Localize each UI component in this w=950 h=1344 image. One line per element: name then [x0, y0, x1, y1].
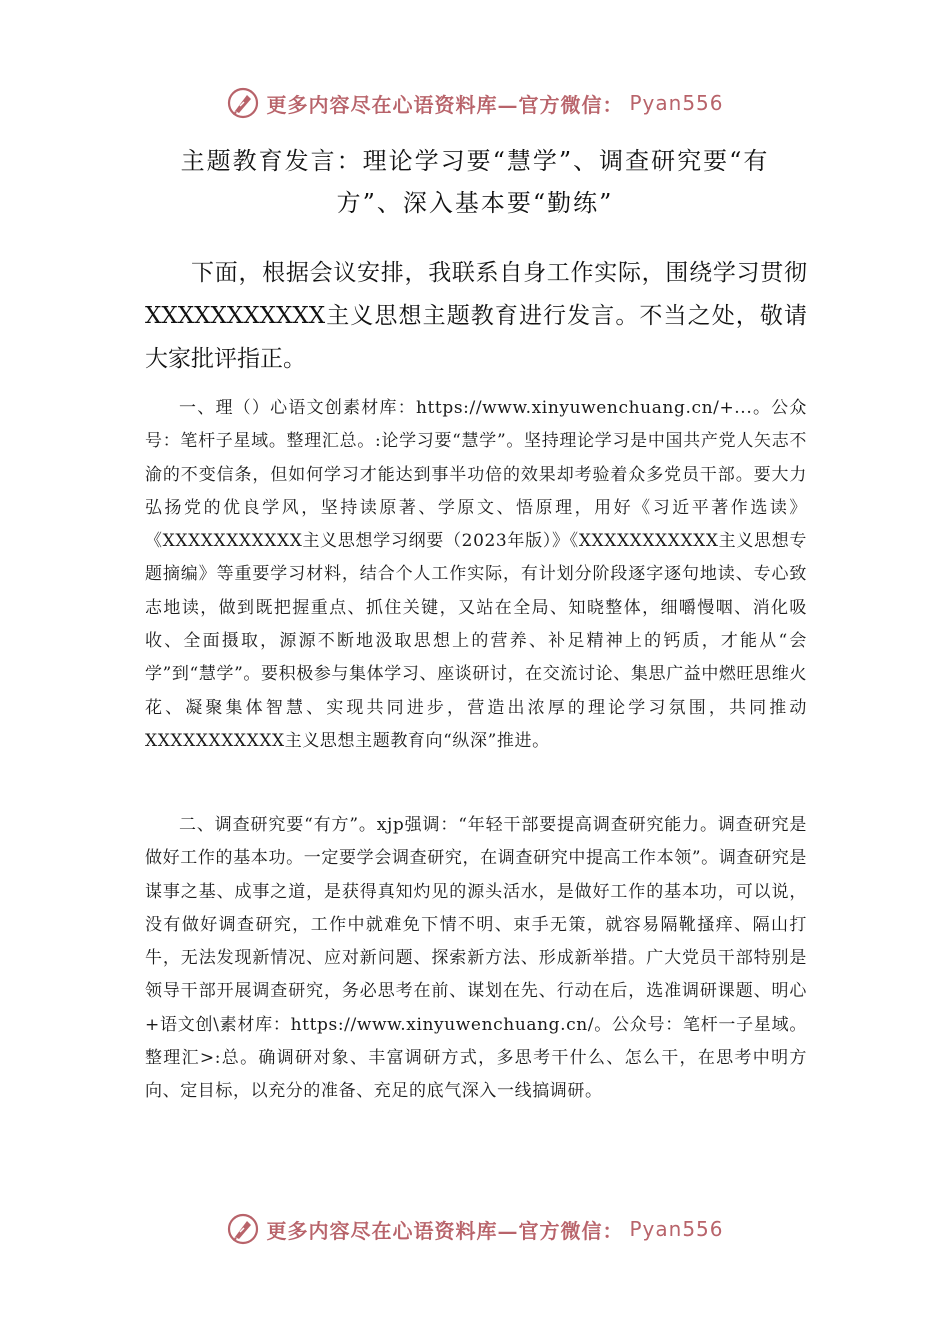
- header-banner: [0, 83, 950, 123]
- wechat-id: Pyan556: [629, 91, 724, 115]
- body-paragraph-2: 二、调查研究要“有方”。xjp强调：“年轻干部要提高调查研究能力。调查研究是做好工作的基本功。一定要学会调查研究，在调查研究中提高工作本领”。调查研究是谋事之基、成事之道，是获得真知灼见的源头活水，是做好工作的基本功，可以说，没有做好调查研究，工作中就难免下情不明、束手无策，就容易隔靴搔痒、隔山打牛，无法发现新情况、应对新问题、探索新方法、形成新举措。广大党员干部特别是领导干部开展调查研究，务必思考在前、谋划在先、行动在后，选准调研课题、明心+语文创\素材库：https://www.xinyuwenchuang.cn/。公众号：笔杆一子星域。整理汇>:总。确调研对象、丰富调研方式，多思考干什么、怎么干，在思考中明方向、定目标，以充分的准备、充足的底气深入一线搞调研。: [145, 815, 807, 1102]
- body-paragraph-1: 一、理（）心语文创素材库：https://www.xinyuwenchuang.cn/+...。公众号：笔杆子星域。整理汇总。:论学习要“慧学”。坚持理论学习是中国共产党人矢志不渝的不变信条，但如何学习才能达到事半功倍的效果却考验着众多党员干部。要大力弘扬党的优良学风，坚持读原著、学原文、悟原理，用好《习近平著作选读》《XXXXXXXXXXX主义思想学习纲要（2023年版）》《XXXXXXXXXXX主义思想专题摘编》等重要学习材料，结合个人工作实际，有计划分阶段逐字逐句地读、专心致志地读，做到既把握重点、抓住关键，又站在全局、知晓整体，细嚼慢咽、消化吸收、全面摄取，源源不断地汲取思想上的营养、补足精神上的钙质，才能从“会学”到“慧学”。要积极参与集体学习、座谈研讨，在交流讨论、集思广益中燃旺思维火花、凝聚集体智慧、实现共同进步，营造出浓厚的理论学习氛围，共同推动XXXXXXXXXXX主义思想主题教育向“纵深”推进。: [145, 398, 807, 751]
- intro-paragraph: 下面，根据会议安排，我联系自身工作实际，围绕学习贯彻XXXXXXXXXXX主义思想主题教育进行发言。不当之处，敬请大家批评指正。: [145, 260, 807, 372]
- banner-text: 更多内容尽在心语资料库—官方微信：: [266, 1218, 624, 1243]
- footer-banner: [0, 1209, 950, 1249]
- banner-text: 更多内容尽在心语资料库—官方微信：: [266, 92, 624, 117]
- wechat-id: Pyan556: [629, 1217, 724, 1241]
- pen-nib-icon: [226, 1212, 260, 1246]
- pen-nib-icon: [226, 86, 260, 120]
- document-title: 主题教育发言：理论学习要“慧学”、调查研究要“有方”、深入基本要“勤练”: [180, 147, 770, 217]
